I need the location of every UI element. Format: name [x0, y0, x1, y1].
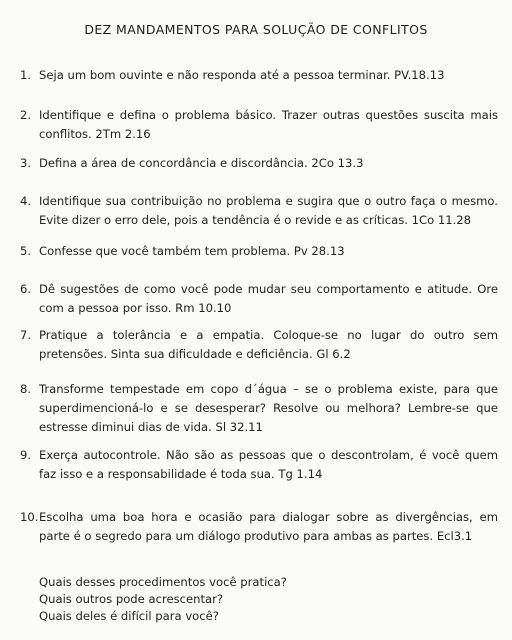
item-text: Escolha uma boa hora e ocasião para dialogar sobre as divergências, em parte é o segredo para um diálogo produtivo para ambas as partes. Ecl3.1 [39, 510, 498, 543]
question: Quais desses procedimentos você pratica? [39, 575, 287, 589]
list-item [20, 106, 498, 144]
list-item [20, 154, 498, 173]
item-text: Exerça autocontrole. Não são as pessoas que o descontrolam, é você quem faz isso e a responsabilidade é toda sua. Tg 1.14 [39, 448, 498, 481]
list-item [20, 446, 498, 484]
item-number: 4. [20, 194, 32, 208]
list-item [20, 326, 498, 364]
item-number: 2. [20, 108, 32, 122]
item-text: Defina a área de concordância e discordância. 2Co 13.3 [39, 156, 364, 170]
document-title: DEZ MANDAMENTOS PARA SOLUÇÃO DE CONFLITOS [84, 22, 428, 37]
list-item [20, 66, 498, 85]
reflection-questions [39, 574, 287, 625]
list-item [20, 380, 498, 437]
item-text: Transforme tempestade em copo d´água – se o problema existe, para que superdimencioná-lo e se desesperar? Resolve ou melhora? Lembre-se que estresse diminui dias de vida. Sl 32.11 [39, 382, 498, 434]
item-number: 8. [20, 382, 32, 396]
list-item [20, 508, 498, 546]
item-text: Dê sugestões de como você pode mudar seu comportamento e atitude. Ore com a pessoa por isso. Rm 10.10 [39, 282, 498, 315]
question: Quais outros pode acrescentar? [39, 592, 224, 606]
item-text: Pratique a tolerância e a empatia. Coloque-se no lugar do outro sem pretensões. Sinta sua dificuldade e deficiência. Gl 6.2 [39, 328, 498, 361]
item-text: Identifique e defina o problema básico. Trazer outras questões suscita mais conflitos. 2Tm 2.16 [39, 108, 498, 141]
question: Quais deles é difícil para você? [39, 609, 219, 623]
item-number: 9. [20, 448, 32, 462]
list-item [20, 280, 498, 318]
list-item [20, 242, 498, 261]
item-text: Identifique sua contribuição no problema e sugira que o outro faça o mesmo. Evite dizer o erro dele, pois a tendência é o revide e as críticas. 1Co 11.28 [39, 194, 498, 227]
item-number: 10. [20, 510, 39, 524]
item-number: 1. [20, 68, 32, 82]
item-number: 5. [20, 244, 32, 258]
item-number: 7. [20, 328, 32, 342]
item-number: 6. [20, 282, 32, 296]
list-item [20, 192, 498, 230]
item-text: Seja um bom ouvinte e não responda até a pessoa terminar. PV.18.13 [39, 68, 445, 82]
item-number: 3. [20, 156, 32, 170]
item-text: Confesse que você também tem problema. Pv 28.13 [39, 244, 345, 258]
